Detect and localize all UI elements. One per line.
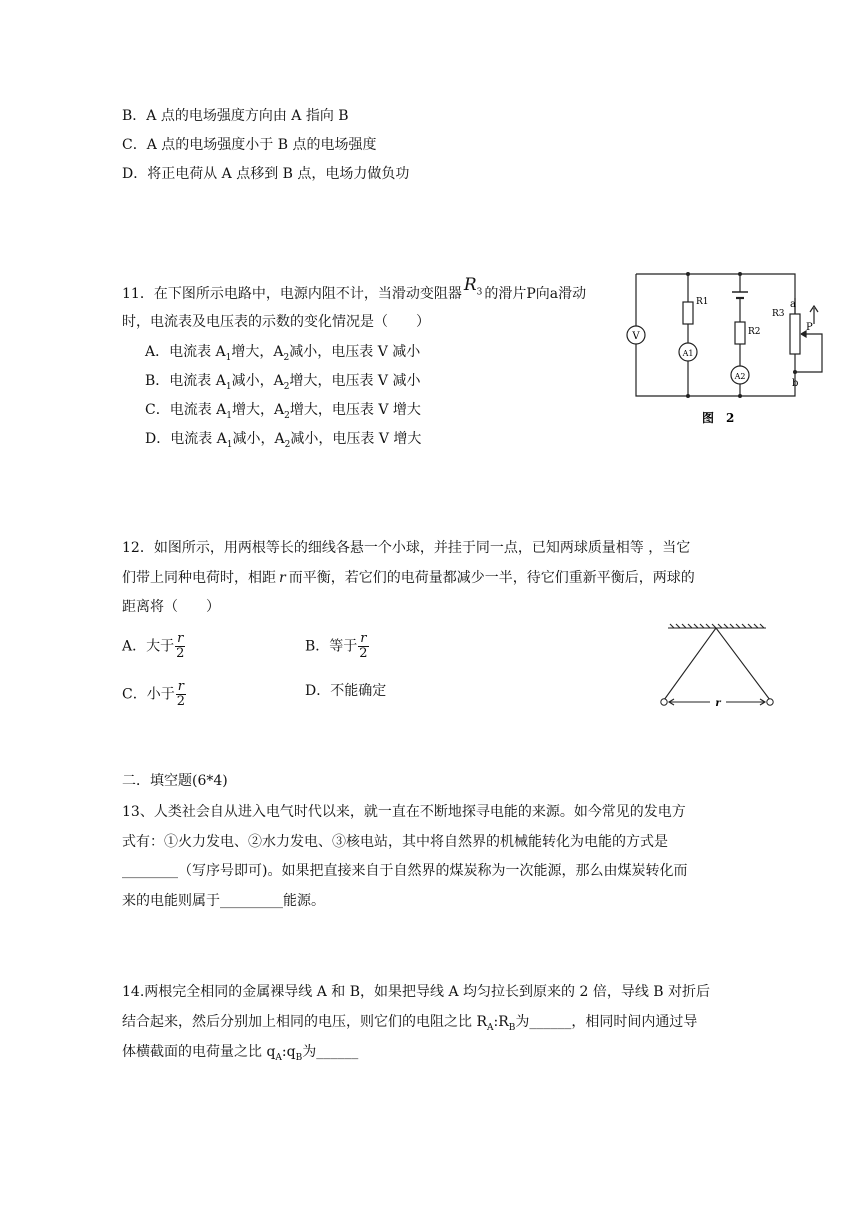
q11-option-b: B．电流表 $A_1$减小，$A_2$增大，电压表 V 减小 <box>145 373 421 392</box>
q13-line1: 13、人类社会自从进入电气时代以来，就一直在不断地探寻电能的来源。如今常见的发电方 <box>122 804 686 820</box>
r2-label: R2 <box>748 327 761 337</box>
q14-line2: 结合起来，然后分别加上相同的电压，则它们的电阻之比 $R_A:R_B$为______，相同时间内通过导 <box>122 1014 698 1033</box>
q11-stem-line1: 11．在下图所示电路中，电源内阻不计，当滑动变阻器 $R_3$ 的滑片P向a滑动 <box>122 275 587 302</box>
q11-option-a: A．电流表 $A_1$增大，$A_2$减小，电压表 V 减小 <box>145 344 421 363</box>
terminal-b-label: b <box>792 378 799 389</box>
q10-option-d: D．将正电荷从 A 点移到 B 点，电场力做负功 <box>122 166 410 182</box>
q13-line4: 来的电能则属于_________能源。 <box>122 893 325 909</box>
ammeter-a2-label: A2 <box>734 372 746 381</box>
q11-option-c: C．电流表 $A_1$增大，$A_2$增大，电压表 V 增大 <box>145 402 421 421</box>
q12-stem-line2: 们带上同种电荷时，相距 r 而平衡，若它们的电荷量都减少一半，待它们重新平衡后，两球的 <box>122 570 695 586</box>
q12-stem-line1: 12．如图所示，用两根等长的细线各悬一个小球，并挂于同一点，已知两球质量相等 ，当它 <box>122 540 691 556</box>
ammeter-a1-label: A1 <box>682 349 694 358</box>
figure-caption: 图 2 <box>702 411 735 425</box>
terminal-a-label: a <box>790 299 796 310</box>
section2-title: 二．填空题(6*4) <box>122 773 228 789</box>
q13-line2: 式有：①火力发电、②水力发电、③核电站，其中将自然界的机械能转化为电能的方式是 <box>122 834 668 850</box>
q12-option-c: C．小于 $\frac{r}{2}$ <box>122 679 185 709</box>
r1-label: R1 <box>696 297 709 307</box>
q12-option-d: D．不能确定 <box>305 683 387 699</box>
hanging-balls-diagram <box>654 620 779 712</box>
q14-line3: 体横截面的电荷量之比 $q_A:q_B$为______ <box>122 1044 359 1063</box>
q14-line1: 14.两根完全相同的金属裸导线 A 和 B，如果把导线 A 均匀拉长到原来的 2 倍，导线 B 对折后 <box>122 984 711 1000</box>
q11-stem-line2: 时，电流表及电压表的示数的变化情况是（ ） <box>122 314 430 330</box>
q10-option-c: C．A 点的电场强度小于 B 点的电场强度 <box>122 137 377 153</box>
r3-symbol: $R_3$ <box>463 275 483 298</box>
slider-p-label: P <box>806 322 813 333</box>
voltmeter-label: V <box>632 331 640 342</box>
circuit-diagram <box>620 262 840 432</box>
q12-option-b: B．等于 $\frac{r}{2}$ <box>305 631 368 661</box>
r3-label: R3 <box>772 309 785 319</box>
q12-stem-line3: 距离将（ ） <box>122 599 220 615</box>
q13-line3: ________（写序号即可)。如果把直接来自于自然界的煤炭称为一次能源，那么由煤炭转化而 <box>122 863 688 879</box>
distance-r-label: r <box>715 698 721 709</box>
q10-option-b: B．A 点的电场强度方向由 A 指向 B <box>122 108 349 124</box>
q11-option-d: D．电流表 $A_1$减小，$A_2$减小，电压表 V 增大 <box>145 431 422 450</box>
q12-option-a: A．大于 $\frac{r}{2}$ <box>122 631 185 661</box>
